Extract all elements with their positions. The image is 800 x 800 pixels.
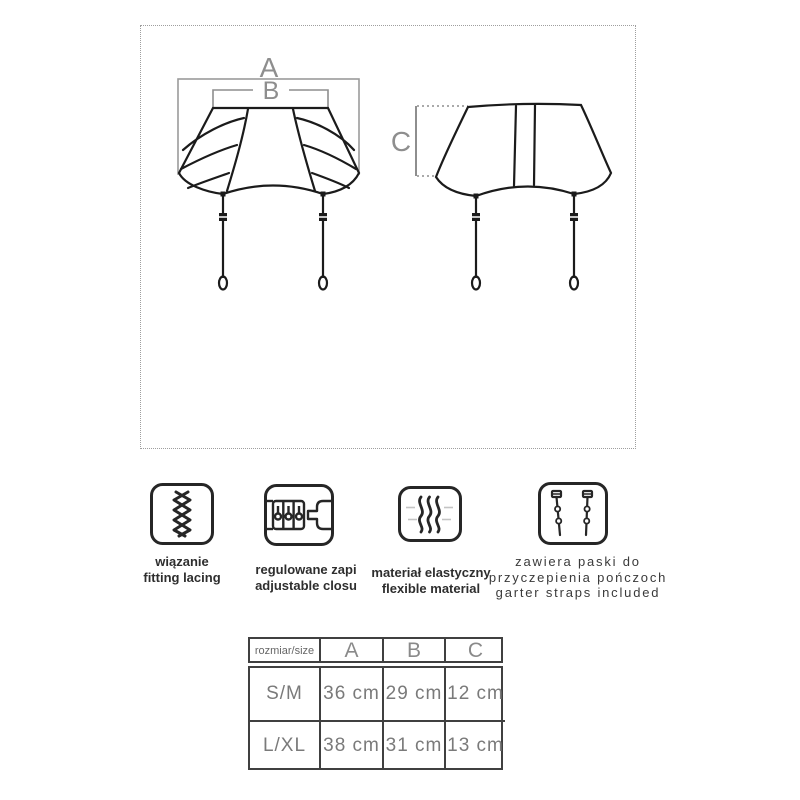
- garment-front-drawing: [179, 108, 359, 290]
- value-cell: 31 cm: [382, 720, 444, 770]
- measure-label-a: A: [259, 52, 279, 83]
- size-cell: L/XL: [250, 720, 319, 770]
- value-cell: 29 cm: [382, 668, 444, 720]
- feature-elastic: [398, 486, 462, 547]
- value-cell: 12 cm: [444, 668, 505, 720]
- feature-garter-straps: [538, 482, 608, 550]
- closure-icon: [264, 484, 334, 546]
- feature-closure-label: regulowane zapi adjustable closu: [255, 562, 357, 593]
- feature-lacing: [150, 483, 214, 550]
- garter-straps-icon: [538, 482, 608, 545]
- garment-back-drawing: [436, 104, 611, 290]
- header-cell-a: A: [319, 639, 382, 663]
- feature-elastic-label: materiał elastyczny flexible material: [371, 565, 491, 596]
- size-table-body: [248, 666, 503, 770]
- header-cell-b: B: [382, 639, 444, 663]
- garment-drawings: [141, 26, 635, 448]
- measure-label-c: C: [390, 126, 412, 157]
- diagram-panel: [140, 25, 636, 449]
- value-cell: 13 cm: [444, 720, 505, 770]
- size-table-header: [248, 637, 503, 663]
- value-cell: 38 cm: [319, 720, 382, 770]
- value-cell: 36 cm: [319, 668, 382, 720]
- feature-garter-straps-label: zawiera paski do przyczepienia pończoch garter straps included: [488, 554, 668, 600]
- header-cell-c: C: [444, 639, 505, 663]
- feature-closure: [264, 484, 334, 551]
- feature-lacing-label: wiązanie fitting lacing: [143, 554, 221, 585]
- elastic-icon: [398, 486, 462, 542]
- measure-label-b: B: [262, 77, 280, 105]
- size-cell: S/M: [266, 683, 303, 704]
- lacing-icon: [150, 483, 214, 545]
- header-cell-size: rozmiar/size: [254, 645, 315, 657]
